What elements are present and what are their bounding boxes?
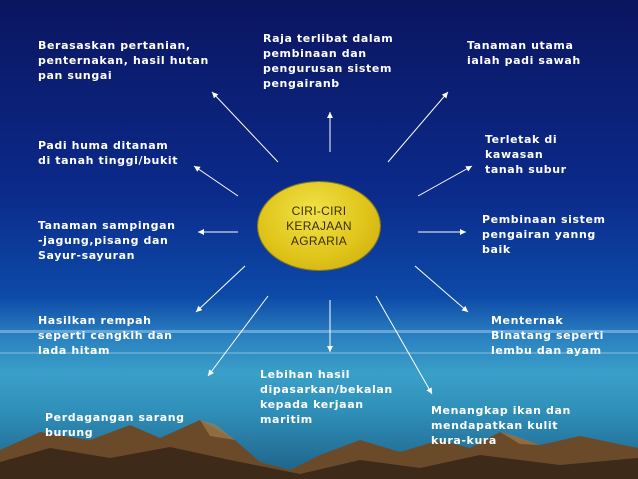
node-king-irrigation: Raja terlibat dalam pembinaan dan pengurusan sistem pengairanb: [263, 32, 394, 90]
center-label: CIRI-CIRI KERAJAAN AGRARIA: [286, 203, 352, 248]
arrow-to-spices: [196, 266, 245, 312]
arrow-to-birds-nest: [208, 296, 268, 376]
node-spices: Hasilkan rempah seperti cengkih dan lada hitam: [38, 314, 173, 357]
node-fishing: Menangkap ikan dan mendapatkan kulit kura-kura: [431, 404, 571, 447]
center-node: [258, 182, 380, 270]
node-agriculture-base: Berasaskan pertanian, penternakan, hasil hutan pan sungai: [38, 39, 209, 82]
arrow-to-hill-paddy: [194, 166, 238, 196]
node-side-crops: Tanaman sampingan -jagung,pisang dan Sayur-sayuran: [38, 219, 176, 262]
node-fertile-land: Terletak di kawasan tanah subur: [485, 133, 567, 176]
arrow-to-agriculture-base: [212, 92, 278, 162]
node-irrigation-system: Pembinaan sistem pengairan yanng baik: [482, 213, 606, 256]
node-birds-nest: Perdagangan sarang burung: [45, 411, 185, 439]
node-livestock: Menternak Binatang seperti lembu dan ayam: [491, 314, 605, 357]
node-surplus: Lebihan hasil dipasarkan/bekalan kepada kerjaan maritim: [260, 368, 393, 426]
arrow-to-fertile-land: [418, 166, 472, 196]
node-hill-paddy: Padi huma ditanam di tanah tinggi/bukit: [38, 139, 179, 167]
arrow-to-livestock: [415, 266, 468, 312]
arrow-to-main-crop: [388, 92, 448, 162]
node-main-crop: Tanaman utama ialah padi sawah: [467, 39, 581, 67]
